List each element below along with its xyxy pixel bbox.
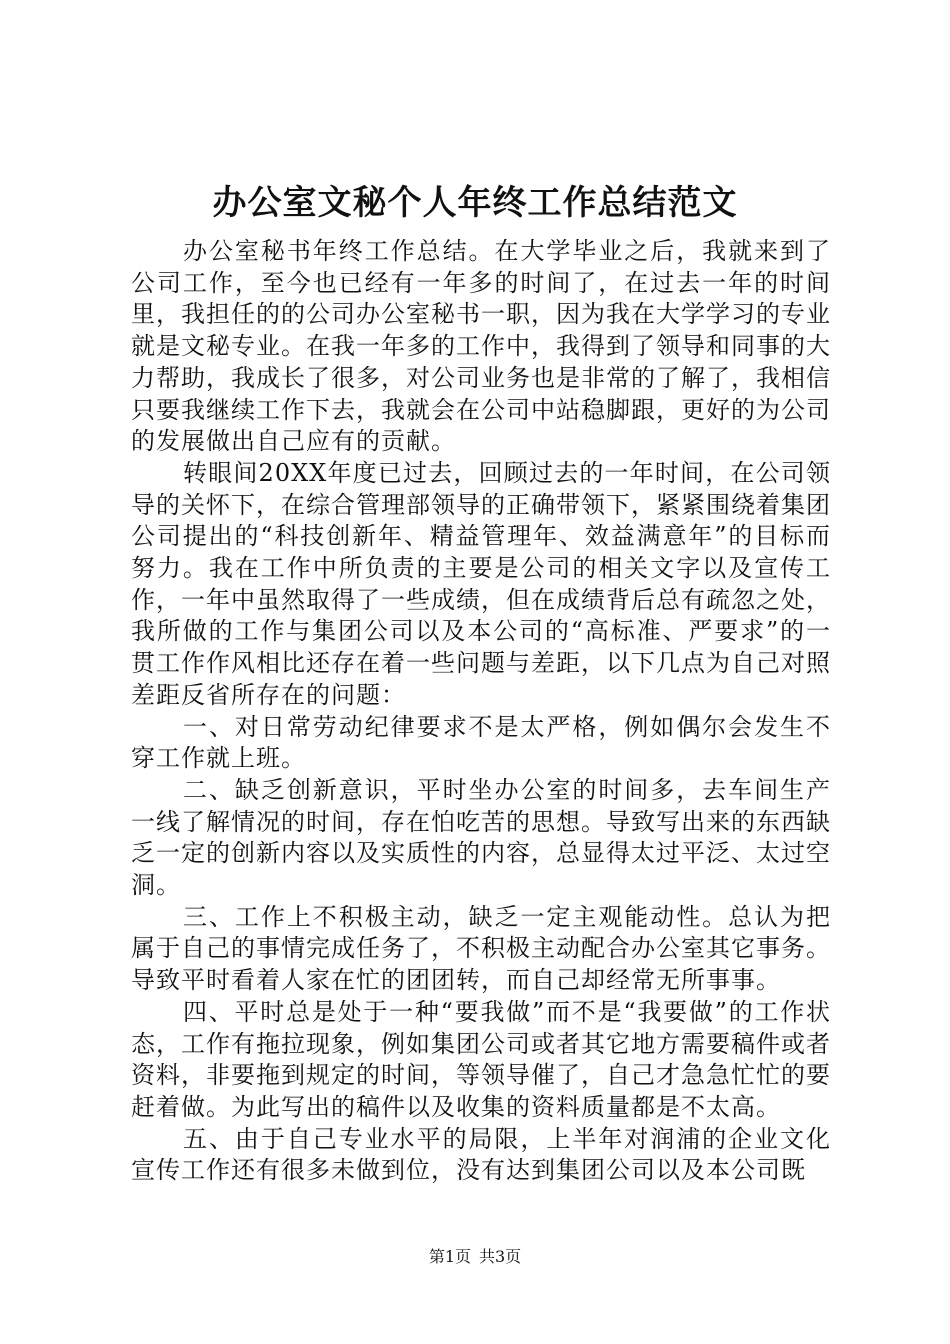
paragraph-issue-1: 一、对日常劳动纪律要求不是太严格，例如偶尔会发生不穿工作就上班。 bbox=[131, 712, 831, 773]
document-body bbox=[131, 236, 831, 1187]
page-total: 共3页 bbox=[479, 1247, 522, 1266]
paragraph-issue-4: 四、平时总是处于一种“要我做”而不是“我要做”的工作状态，工作有拖拉现象，例如集团公司或者其它地方需要稿件或者资料，非要拖到规定的时间，等领导催了，自己才急急忙忙的要赶着做。为此写出的稿件以及收集的资料质量都是不太高。 bbox=[131, 997, 831, 1121]
page-footer bbox=[0, 1246, 950, 1268]
paragraph-intro: 办公室秘书年终工作总结。在大学毕业之后，我就来到了公司工作，至今也已经有一年多的时间了，在过去一年的时间里，我担任的的公司办公室秘书一职，因为我在大学学习的专业就是文秘专业。在我一年多的工作中，我得到了领导和同事的大力帮助，我成长了很多，对公司业务也是非常的了解了，我相信只要我继续工作下去，我就会在公司中站稳脚跟，更好的为公司的发展做出自己应有的贡献。 bbox=[131, 237, 831, 456]
paragraph-issue-2: 二、缺乏创新意识，平时坐办公室的时间多，去车间生产一线了解情况的时间，存在怕吃苦的思想。导致写出来的东西缺乏一定的创新内容以及实质性的内容，总显得太过平泛、太过空洞。 bbox=[131, 775, 831, 900]
document-title: 办公室文秘个人年终工作总结范文 bbox=[212, 183, 738, 223]
paragraph-issue-3: 三、工作上不积极主动，缺乏一定主观能动性。总认为把属于自己的事情完成任务了，不积极主动配合办公室其它事务。导致平时看着人家在忙的团团转，而自己却经常无所事事。 bbox=[131, 902, 831, 995]
paragraph-issue-5: 五、由于自己专业水平的局限，上半年对润浦的企业文化宣传工作还有很多未做到位，没有达到集团公司以及本公司既 bbox=[131, 1124, 831, 1185]
paragraph-review: 转眼间20XX年度已过去，回顾过去的一年时间，在公司领导的关怀下，在综合管理部领导的正确带领下，紧紧围绕着集团公司提出的“科技创新年、精益管理年、效益满意年”的目标而努力。我在工作中所负责的主要是公司的相关文字以及宣传工作，一年中虽然取得了一些成绩，但在成绩背后总有疏忽之处，我所做的工作与集团公司以及本公司的“高标准、严要求”的一贯工作作风相比还存在着一些问题与差距，以下几点为自己对照差距反省所存在的问题： bbox=[131, 458, 831, 709]
page-number: 第1页 bbox=[428, 1247, 471, 1266]
